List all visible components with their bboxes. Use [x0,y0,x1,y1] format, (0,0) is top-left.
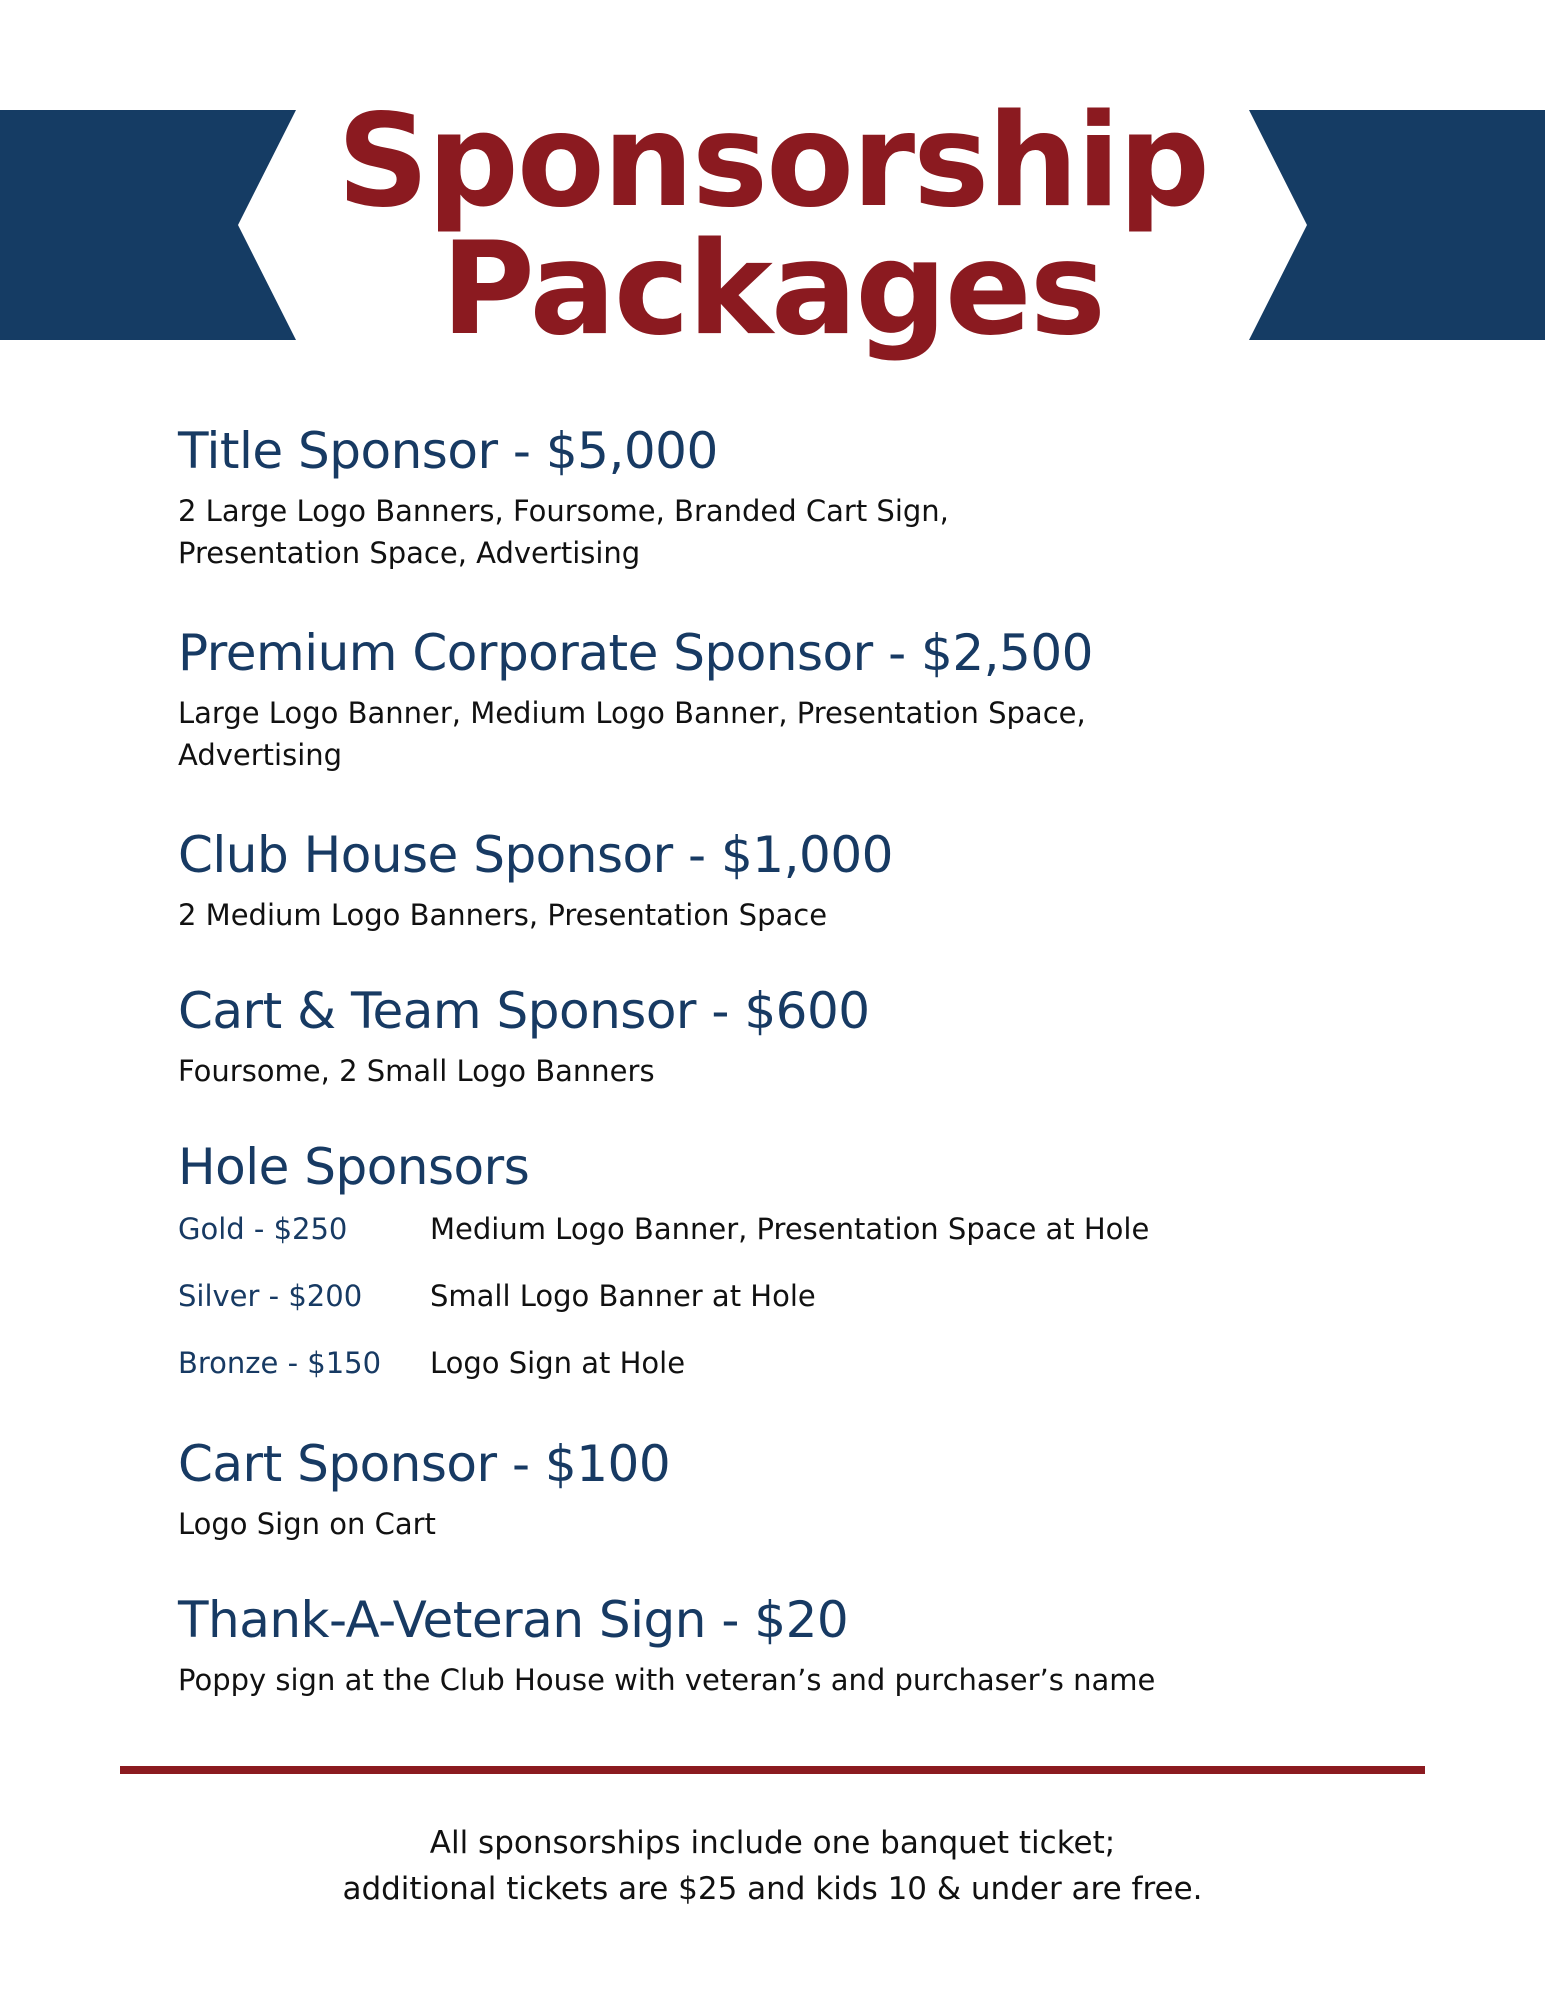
package-hole-sponsors [178,1136,1378,1405]
packages-list [178,420,1378,1701]
hole-tier-gold [178,1204,1378,1271]
tier-label: Silver - $200 [178,1279,363,1313]
package-premium-corporate-sponsor [178,622,1378,776]
hole-tier-bronze [178,1338,1378,1405]
page-title-line-1: Sponsorship [337,87,1208,236]
package-heading: Premium Corporate Sponsor - $2,500 [178,624,1093,682]
package-heading: Cart Sponsor - $100 [178,1435,671,1493]
divider [120,1766,1425,1774]
package-club-house-sponsor [178,824,1378,936]
package-title-sponsor [178,420,1378,574]
package-heading: Title Sponsor - $5,000 [178,422,718,480]
tier-description: Small Logo Banner at Hole [430,1279,816,1313]
footer-line-1: All sponsorships include one banquet ticket; [429,1825,1116,1861]
package-heading: Thank-A-Veteran Sign - $20 [178,1591,849,1649]
footer-note [0,1820,1545,1912]
tier-description: Logo Sign at Hole [430,1346,686,1380]
package-description: 2 Medium Logo Banners, Presentation Space [178,898,828,932]
package-description: Logo Sign on Cart [178,1507,436,1541]
footer-line-2: additional tickets are $25 and kids 10 & under are free. [342,1871,1203,1907]
package-thank-a-veteran-sign [178,1589,1378,1701]
tier-description: Medium Logo Banner, Presentation Space at Hole [430,1212,1150,1246]
hole-tier-silver [178,1271,1378,1338]
package-heading: Cart & Team Sponsor - $600 [178,982,870,1040]
package-heading: Hole Sponsors [178,1138,530,1196]
tier-label: Gold - $250 [178,1212,348,1246]
package-heading: Club House Sponsor - $1,000 [178,826,893,884]
package-description: Foursome, 2 Small Logo Banners [178,1054,655,1088]
package-description: Poppy sign at the Club House with veteran’s and purchaser’s name [178,1663,1156,1697]
package-cart-team-sponsor [178,980,1378,1092]
package-description: Large Logo Banner, Medium Logo Banner, Presentation Space, Advertising [178,696,1086,772]
package-cart-sponsor [178,1433,1378,1545]
tier-label: Bronze - $150 [178,1346,382,1380]
package-description: 2 Large Logo Banners, Foursome, Branded Cart Sign, Presentation Space, Advertising [178,494,949,570]
page-title-line-2: Packages [441,215,1104,364]
